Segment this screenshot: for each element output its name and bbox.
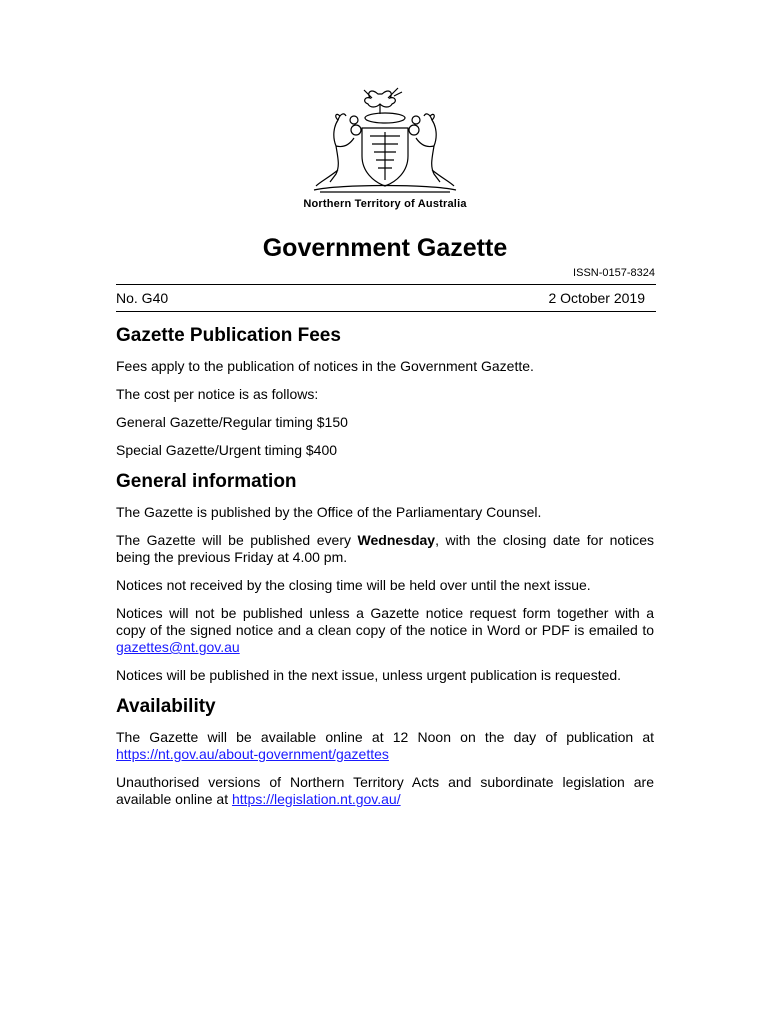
page-title: Government Gazette: [262, 234, 508, 262]
availability-heading: Availability: [116, 696, 216, 717]
issue-date: 2 October 2019: [548, 290, 645, 306]
legislation-link[interactable]: https://legislation.nt.gov.au/: [231, 791, 401, 807]
general-info-p4: [116, 605, 654, 656]
email-link[interactable]: gazettes@nt.gov.au: [116, 639, 240, 655]
fees-cost-intro: The cost per notice is as follows:: [116, 386, 319, 402]
header-rule-bottom: [116, 311, 656, 312]
availability-p2: [116, 774, 654, 808]
general-info-p2: [116, 532, 654, 566]
availability-p1: [116, 729, 654, 763]
issue-number: No. G40: [116, 290, 169, 306]
availability-p1-text: The Gazette will be available online at 12 Noon on the day of publication at: [116, 729, 654, 745]
fees-section: [116, 324, 654, 459]
issn-number: ISSN-0157-8324: [573, 267, 655, 279]
header-rule-top: [116, 284, 656, 285]
fee-general: General Gazette/Regular timing $150: [116, 414, 348, 430]
gazette-body: [116, 324, 654, 819]
gazettes-link[interactable]: https://nt.gov.au/about-government/gazettes: [116, 746, 389, 762]
publication-day: Wednesday: [357, 532, 436, 548]
p2-text-before: The Gazette will be published every: [116, 532, 358, 548]
territory-name: Northern Territory of Australia: [303, 198, 467, 210]
general-info-heading: General information: [116, 471, 297, 492]
availability-section: [116, 695, 654, 808]
coat-of-arms-icon: [310, 86, 460, 196]
availability-p2-text: Unauthorised versions of Northern Territory Acts and subordinate legislation are available online at: [116, 774, 654, 807]
fees-heading: Gazette Publication Fees: [116, 325, 341, 346]
p4-text: Notices will not be published unless a Gazette notice request form together with a copy of the signed notice and a clean copy of the notice in Word or PDF is emailed to: [116, 605, 654, 638]
p2-text-after: , with the closing date for notices being the previous Friday at 4.00 pm.: [116, 532, 655, 565]
general-info-p5: Notices will be published in the next issue, unless urgent publication is requested.: [116, 667, 622, 683]
general-info-p1: The Gazette is published by the Office of the Parliamentary Counsel.: [116, 504, 542, 520]
fee-special: Special Gazette/Urgent timing $400: [116, 442, 338, 458]
general-info-section: [116, 470, 654, 684]
fees-intro: Fees apply to the publication of notices in the Government Gazette.: [116, 358, 534, 374]
general-info-p3: Notices not received by the closing time will be held over until the next issue.: [116, 577, 591, 593]
